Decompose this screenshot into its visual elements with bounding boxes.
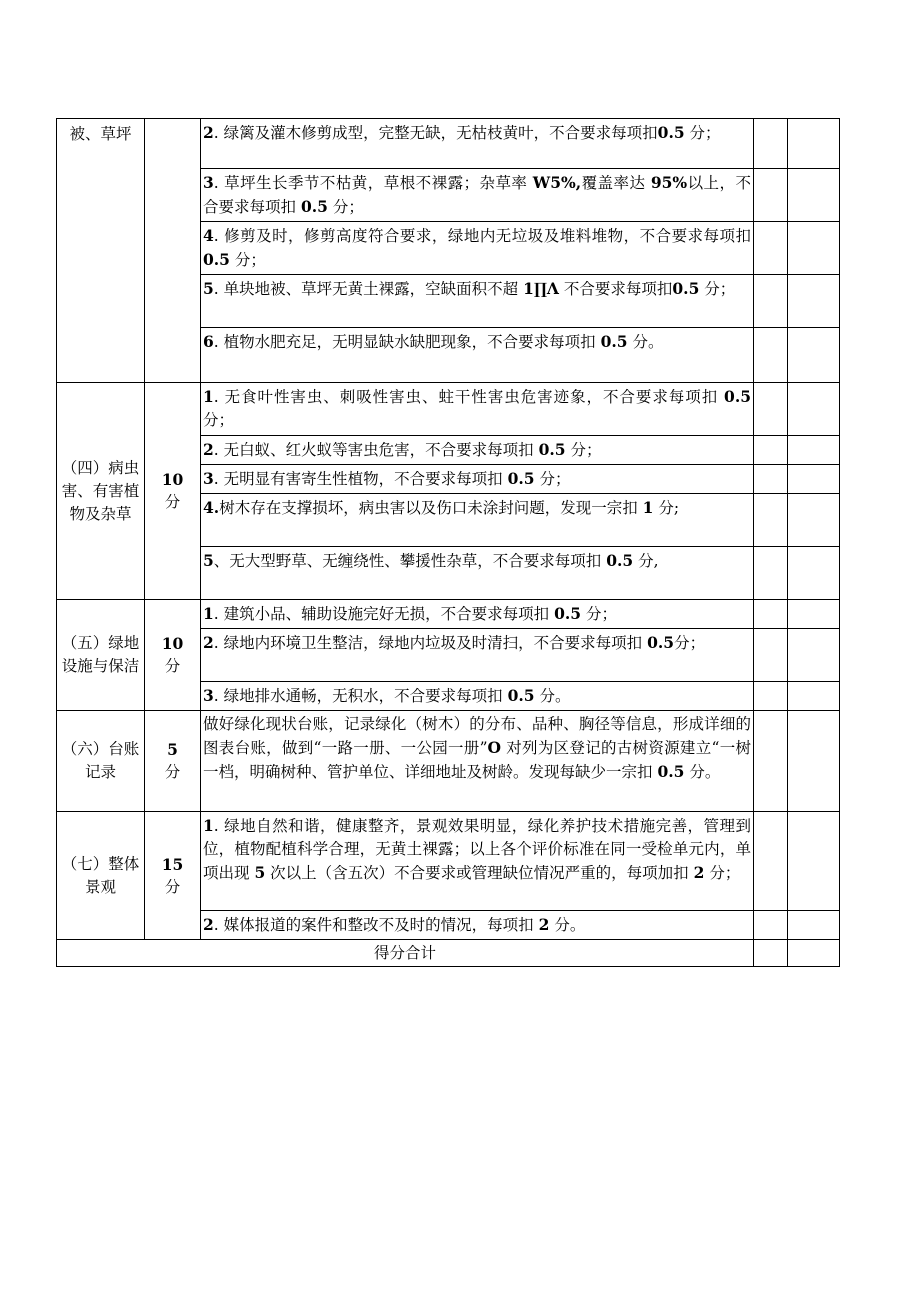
- category-cell: 被、草坪: [57, 119, 145, 383]
- score-cell: 5 分: [145, 711, 201, 812]
- score-blank: [788, 119, 840, 169]
- scoring-table: [56, 118, 840, 967]
- score-blank: [788, 600, 840, 629]
- criterion-item: 5. 单块地被、草坪无黄土裸露，空缺面积不超 1∏Λ 不合要求每项扣0.5 分；: [201, 275, 754, 328]
- score-cell: 10 分: [145, 383, 201, 600]
- criterion-item: 3. 无明显有害寄生性植物，不合要求每项扣 0.5 分；: [201, 465, 754, 494]
- score-blank: [754, 600, 788, 629]
- score-blank: [788, 711, 840, 812]
- score-blank: [788, 682, 840, 711]
- criterion-item: 2. 绿地内环境卫生整洁，绿地内垃圾及时清扫，不合要求每项扣 0.5分；: [201, 629, 754, 682]
- criterion-item: 2. 绿篱及灌木修剪成型，完整无缺，无枯枝黄叶，不合要求每项扣0.5 分；: [201, 119, 754, 169]
- score-blank: [754, 436, 788, 465]
- table-row: [57, 711, 840, 812]
- score-blank: [754, 629, 788, 682]
- score-cell: 15 分: [145, 812, 201, 940]
- score-blank: [754, 119, 788, 169]
- score-blank: [754, 547, 788, 600]
- score-blank: [754, 682, 788, 711]
- score-blank: [788, 629, 840, 682]
- score-blank: [788, 911, 840, 940]
- category-cell: （六）台账记录: [57, 711, 145, 812]
- score-blank: [754, 275, 788, 328]
- score-blank: [754, 911, 788, 940]
- table-row: [57, 119, 840, 169]
- score-blank: [754, 169, 788, 222]
- score-blank: [788, 494, 840, 547]
- score-cell: [145, 119, 201, 383]
- table-row: [57, 600, 840, 629]
- criterion-item: 1. 建筑小品、辅助设施完好无损，不合要求每项扣 0.5 分；: [201, 600, 754, 629]
- score-blank: [788, 436, 840, 465]
- score-blank: [754, 222, 788, 275]
- criterion-item: 4. 修剪及时，修剪高度符合要求，绿地内无垃圾及堆料堆物，不合要求每项扣 0.5 分；: [201, 222, 754, 275]
- score-blank: [788, 547, 840, 600]
- score-blank: [754, 812, 788, 911]
- score-blank: [754, 465, 788, 494]
- criterion-item: 3. 草坪生长季节不枯黄，草根不裸露；杂草率 W5%,覆盖率达 95%以上，不合要求每项扣 0.5 分；: [201, 169, 754, 222]
- score-blank: [788, 169, 840, 222]
- score-blank: [754, 940, 788, 967]
- score-blank: [788, 940, 840, 967]
- category-cell: （四）病虫害、有害植物及杂草: [57, 383, 145, 600]
- score-blank: [788, 222, 840, 275]
- criterion-item: 3. 绿地排水通畅，无积水，不合要求每项扣 0.5 分。: [201, 682, 754, 711]
- score-blank: [754, 328, 788, 383]
- category-cell: （七）整体景观: [57, 812, 145, 940]
- score-blank: [788, 383, 840, 436]
- criterion-item: 1. 绿地自然和谐，健康整齐，景观效果明显，绿化养护技术措施完善，管理到位，植物配植科学合理，无黄土裸露；以上各个评价标准在同一受检单元内，单项出现 5 次以上（含五次）不合要求或管理缺位情况严重的，每项加扣 2 分；: [201, 812, 754, 911]
- score-blank: [754, 383, 788, 436]
- criterion-item: 1. 无食叶性害虫、刺吸性害虫、蛀干性害虫危害迹象，不合要求每项扣 0.5 分；: [201, 383, 754, 436]
- score-cell: 10 分: [145, 600, 201, 711]
- score-blank: [754, 711, 788, 812]
- score-blank: [754, 494, 788, 547]
- table-row: [57, 383, 840, 436]
- criterion-item: 4.树木存在支撑损坏，病虫害以及伤口未涂封问题，发现一宗扣 1 分;: [201, 494, 754, 547]
- score-blank: [788, 275, 840, 328]
- table-row: [57, 812, 840, 911]
- total-row: [57, 940, 840, 967]
- score-blank: [788, 465, 840, 494]
- criterion-item: 2. 无白蚁、红火蚁等害虫危害，不合要求每项扣 0.5 分；: [201, 436, 754, 465]
- criterion-item: 2. 媒体报道的案件和整改不及时的情况，每项扣 2 分。: [201, 911, 754, 940]
- category-cell: （五）绿地设施与保洁: [57, 600, 145, 711]
- score-blank: [788, 328, 840, 383]
- score-blank: [788, 812, 840, 911]
- scoring-table-page: [56, 118, 840, 967]
- criterion-item: 做好绿化现状台账，记录绿化（树木）的分布、品种、胸径等信息，形成详细的图表台账，做到“一路一册、一公园一册”O 对列为区登记的古树资源建立“一树一档，明确树种、管护单位、详细地址及树龄。发现每缺少一宗扣 0.5 分。: [201, 711, 754, 812]
- criterion-item: 5、无大型野草、无缠绕性、攀援性杂草，不合要求每项扣 0.5 分,: [201, 547, 754, 600]
- criterion-item: 6. 植物水肥充足，无明显缺水缺肥现象，不合要求每项扣 0.5 分。: [201, 328, 754, 383]
- total-label: 得分合计: [57, 940, 754, 967]
